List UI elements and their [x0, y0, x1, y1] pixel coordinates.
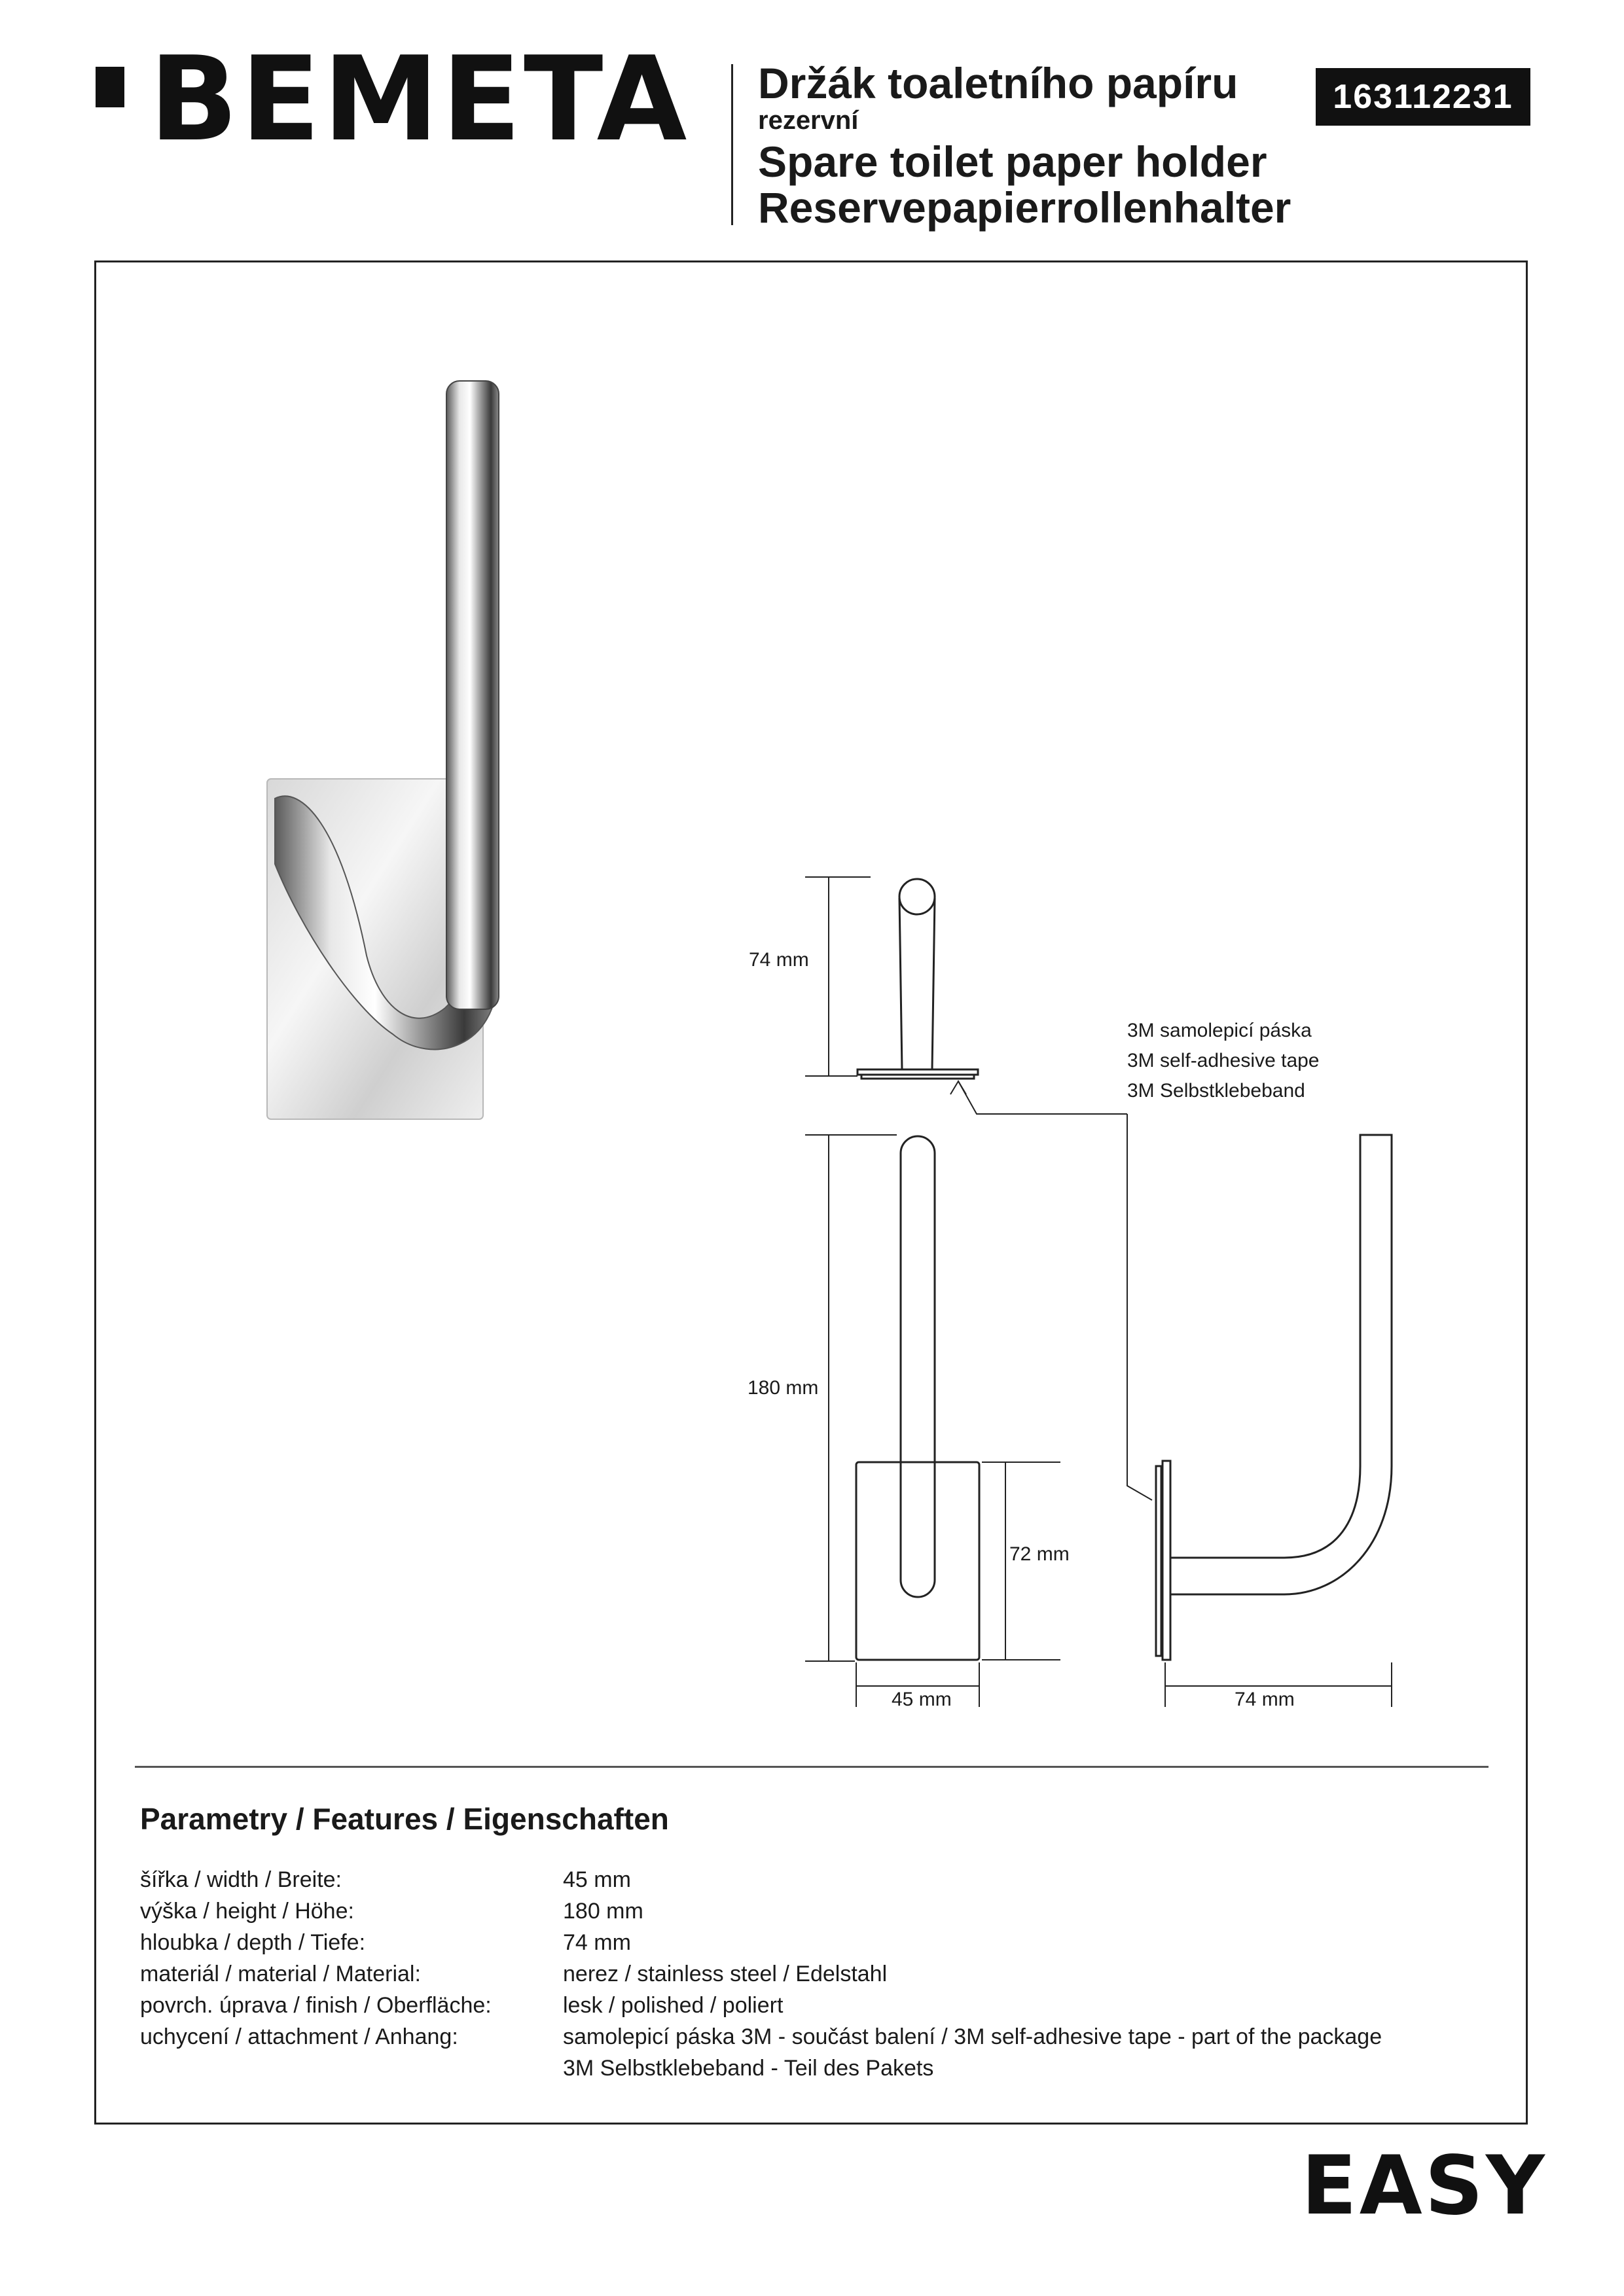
feature-value: 74 mm	[563, 1930, 631, 1955]
side-view-tape	[1156, 1466, 1161, 1656]
feature-row	[140, 2053, 1482, 2084]
front-view-rod	[901, 1136, 935, 1597]
feature-row	[140, 1990, 1482, 2021]
feature-row	[140, 1958, 1482, 1990]
feature-value: 45 mm	[563, 1867, 631, 1892]
tape-callout-de: 3M Selbstklebeband	[1127, 1080, 1305, 1102]
tape-callout-en: 3M self-adhesive tape	[1127, 1050, 1320, 1071]
feature-value: samolepicí páska 3M - součást balení / 3M self-adhesive tape - part of the package	[563, 2024, 1382, 2049]
dim-label-74-top: 74 mm	[749, 949, 809, 971]
brand-logo: BEMETA	[149, 31, 690, 167]
holder-rod	[446, 381, 499, 1009]
title-english: Spare toilet paper holder	[758, 137, 1267, 186]
header-divider	[731, 64, 733, 225]
features-divider	[135, 1766, 1489, 1768]
feature-row	[140, 2021, 1482, 2053]
dim-label-74-side: 74 mm	[1235, 1689, 1295, 1710]
dim-label-72: 72 mm	[1009, 1543, 1070, 1565]
feature-label: hloubka / depth / Tiefe:	[140, 1930, 366, 1955]
dim-label-45: 45 mm	[892, 1689, 952, 1710]
logo-mark	[96, 67, 124, 107]
side-view-rod	[1170, 1135, 1392, 1594]
title-german: Reservepapierrollenhalter	[758, 183, 1291, 232]
tape-callout-cz: 3M samolepicí páska	[1127, 1020, 1312, 1041]
technical-drawing	[720, 851, 1506, 1728]
top-view-rod-left	[899, 898, 902, 1069]
series-name: EASY	[1301, 2139, 1547, 2233]
features-title: Parametry / Features / Eigenschaften	[140, 1802, 669, 1836]
top-view-rod-right	[932, 898, 935, 1069]
title-czech: Držák toaletního papíru	[758, 59, 1238, 107]
feature-label: materiál / material / Material:	[140, 1962, 421, 1986]
feature-row	[140, 1927, 1482, 1958]
feature-value: lesk / polished / poliert	[563, 1993, 784, 2018]
product-photo	[262, 367, 524, 1126]
top-view-rod	[899, 879, 935, 914]
feature-label: uchycení / attachment / Anhang:	[140, 2024, 458, 2049]
tape-callout	[1127, 1016, 1320, 1106]
callout-leader	[958, 1081, 1127, 1114]
feature-row	[140, 1864, 1482, 1895]
feature-value: 180 mm	[563, 1899, 643, 1924]
front-view-plate	[856, 1462, 979, 1660]
top-view-tape	[861, 1075, 974, 1079]
features-table	[140, 1864, 1482, 2084]
feature-label: povrch. úprava / finish / Oberfläche:	[140, 1993, 492, 2018]
feature-value: 3M Selbstklebeband - Teil des Pakets	[563, 2056, 934, 2081]
product-code: 163112231	[1316, 68, 1530, 126]
feature-label: šířka / width / Breite:	[140, 1867, 342, 1892]
title-czech-subtitle: rezervní	[758, 106, 859, 135]
feature-row	[140, 1895, 1482, 1927]
feature-label: výška / height / Höhe:	[140, 1899, 354, 1924]
callout-leader-side	[1127, 1114, 1152, 1500]
feature-label	[140, 2053, 563, 2084]
dim-label-180: 180 mm	[748, 1377, 819, 1399]
feature-value: nerez / stainless steel / Edelstahl	[563, 1962, 888, 1986]
side-view-plate	[1163, 1461, 1170, 1660]
